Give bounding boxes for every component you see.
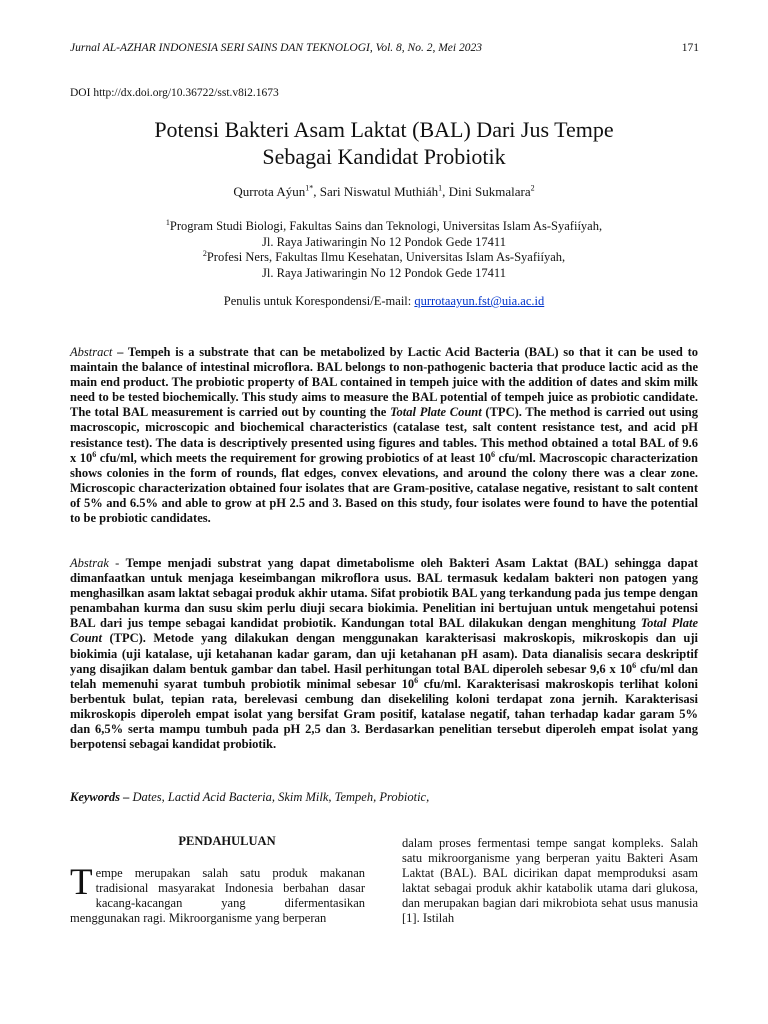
- correspondence-label: Penulis untuk Korespondensi/E-mail:: [223, 294, 415, 308]
- abstrak-text-4: cfu/ml. Karakterisasi makroskopis terlihat koloni berbentuk bulat, tepian rata, berelevasi cembung dan disekeliling koloni terdapat zona jernih. Karakterisasi mikroskopis diperoleh empat isolat yang bersifat Gram positif, katalase negatif, tahan terhadap kadar garam 5% dan 6,5% serta mampu tumbuh pada pH 2,5 dan 3. Berdasarkan penelitian tersebut diperoleh empat isolat yang berpotensi sebagai kandidat probiotik.: [70, 676, 698, 752]
- abstrak-tpc-term: Total Plate Count: [70, 616, 698, 646]
- author-1-affiliation-mark: 1*: [305, 183, 314, 193]
- affiliation-2-mark: 2: [202, 248, 207, 258]
- abstract-text-2: (TPC). The method is carried out using macroscopic, microscopic and biochemical characteristics (catalase test, salt content resistance test, and acid pH resistance test). The data is descriptively presented using figures and tables. This method obtained a total BAL of 9.6 x 10: [70, 405, 699, 465]
- affiliation-2-name: Profesi Ners, Fakultas Ilmu Kesehatan, Universitas Islam As-Syafiíyah,: [206, 250, 566, 264]
- title-line-1: Potensi Bakteri Asam Laktat (BAL) Dari Jus Tempe: [154, 117, 614, 142]
- affiliation-2-address: Jl. Raya Jatiwaringin No 12 Pondok Gede 17411: [262, 265, 506, 280]
- affiliation-1-mark: 1: [165, 217, 170, 227]
- abstract-label: Abstract: [70, 345, 113, 359]
- body-left-column: [70, 862, 365, 926]
- abstract-text-3: cfu/ml, which meets the requirement for growing probiotics of at least 10: [96, 450, 492, 465]
- affiliation-1-address: Jl. Raya Jatiwaringin No 12 Pondok Gede 17411: [262, 234, 506, 249]
- section-heading: PENDAHULUAN: [178, 834, 276, 848]
- keywords-text: Dates, Lactid Acid Bacteria, Skim Milk, Tempeh, Probiotic,: [129, 790, 430, 804]
- keywords-label: Keywords –: [70, 790, 130, 804]
- journal-header: Jurnal AL-AZHAR INDONESIA SERI SAINS DAN TEKNOLOGI, Vol. 8, No. 2, Mei 2023: [70, 42, 482, 54]
- keywords: [70, 790, 698, 805]
- paper-title: [60, 116, 708, 170]
- abstract-dash: –: [112, 345, 128, 359]
- author-2-affiliation-mark: 1: [438, 183, 443, 193]
- author-separator: ,: [313, 184, 320, 199]
- page-number: 171: [681, 42, 699, 54]
- author-2: Sari Niswatul Muthiáh: [319, 184, 439, 199]
- abstrak-text-2: (TPC). Metode yang dilakukan dengan menggunakan karakterisasi makroskopis, mikroskopis dan uji biokimia (uji katalase, uji ketahanan kadar garam, dan uji ketahanan pH asam). Data dianalisis secara deskriptif yang disajikan dalam bentuk gambar dan tabel. Hasil perhitungan total BAL diperoleh sebesar 9,6 x 10: [70, 631, 698, 676]
- author-separator: ,: [442, 184, 449, 199]
- body-left-text: empe merupakan salah satu produk makanan tradisional masyarakat Indonesia berbahan dasar kacang-kacangan yang difermentasikan menggunakan ragi. Mikroorganisme yang berperan: [70, 866, 365, 925]
- abstract-exponent-2: 6: [491, 449, 496, 459]
- affiliation-2: [60, 250, 708, 266]
- correspondence-email-link[interactable]: qurrotaayun.fst@uia.ac.id: [414, 294, 545, 308]
- author-list: [60, 184, 708, 200]
- affiliation-1: [60, 219, 708, 235]
- abstrak-exponent-2: 6: [414, 675, 419, 685]
- abstrak-exponent-1: 6: [632, 660, 637, 670]
- abstract-exponent-1: 6: [92, 449, 97, 459]
- abstract-tpc-term: Total Plate Count: [390, 405, 482, 420]
- abstrak-text-3: cfu/ml dan telah memenuhi syarat tumbuh probiotik minimal sebesar 10: [70, 661, 698, 691]
- abstrak-label: Abstrak: [70, 556, 109, 570]
- abstract-english: [70, 345, 698, 526]
- drop-cap: T: [70, 862, 93, 903]
- abstract-indonesian: [70, 556, 698, 752]
- abstrak-dash: -: [108, 556, 126, 570]
- doi-line: DOI http://dx.doi.org/10.36722/sst.v8i2.1673: [70, 87, 279, 99]
- affiliation-1-name: Program Studi Biologi, Fakultas Sains dan Teknologi, Universitas Islam As-Syafiíyah,: [169, 219, 603, 233]
- author-3: Dini Sukmalara: [448, 184, 531, 199]
- body-right-column: dalam proses fermentasi tempe sangat kompleks. Salah satu mikroorganisme yang berperan yaitu Bakteri Asam Laktat (BAL). BAL dicirikan dapat memproduksi asam laktat sebagai produk akhir katabolik utama dari glukosa, dan merupakan bagian dari mikrobiota sehat usus manusia [1]. Istilah: [402, 836, 698, 925]
- affiliations: [60, 219, 708, 281]
- author-3-affiliation-mark: 2: [530, 183, 535, 193]
- abstract-text-1: Tempeh is a substrate that can be metabolized by Lactic Acid Bacteria (BAL) so that it can be used to maintain the balance of intestinal microflora. BAL belongs to non-pathogenic bacteria that produce lactic acid as the main end product. The probiotic property of BAL contained in tempeh juice with the addition of dates and skim milk need to be tested biochemically. This study aims to measure the BAL potential of tempeh juice as probiotic candidate. The total BAL measurement is carried out by counting the: [70, 345, 698, 420]
- title-line-2: Sebagai Kandidat Probiotik: [262, 144, 506, 169]
- correspondence: [60, 294, 708, 309]
- author-1: Qurrota Aýun: [233, 184, 306, 199]
- abstract-text-4: cfu/ml. Macroscopic characterization shows colonies in the form of rounds, flat edges, convex elevations, and around the colony there was a clear zone. Microscopic characterization obtained four isolates that are Gram-positive, catalase negative, resistant to salt content of 5% and 6.5% and able to grow at pH 2.5 and 3. Based on this study, four isolates were found to have the potential to be probiotic candidates.: [70, 450, 698, 526]
- abstrak-text-1: Tempe menjadi substrat yang dapat dimetabolisme oleh Bakteri Asam Laktat (BAL) sehingga dapat dimanfaatkan untuk menjaga keseimbangan mikroflora usus. BAL termasuk kedalam bakteri non patogen yang menghasilkan asam laktat sebagai produk akhir utama. Sifat probiotik BAL yang terkandung pada jus tempe dengan penambahan kurma dan susu skim perlu diuji secara biokimia. Penelitian ini bertujuan untuk mengetahui potensi BAL dari jus tempe sebagai kandidat probiotik. Kandungan total BAL dilakukan dengan menghitung: [70, 556, 698, 631]
